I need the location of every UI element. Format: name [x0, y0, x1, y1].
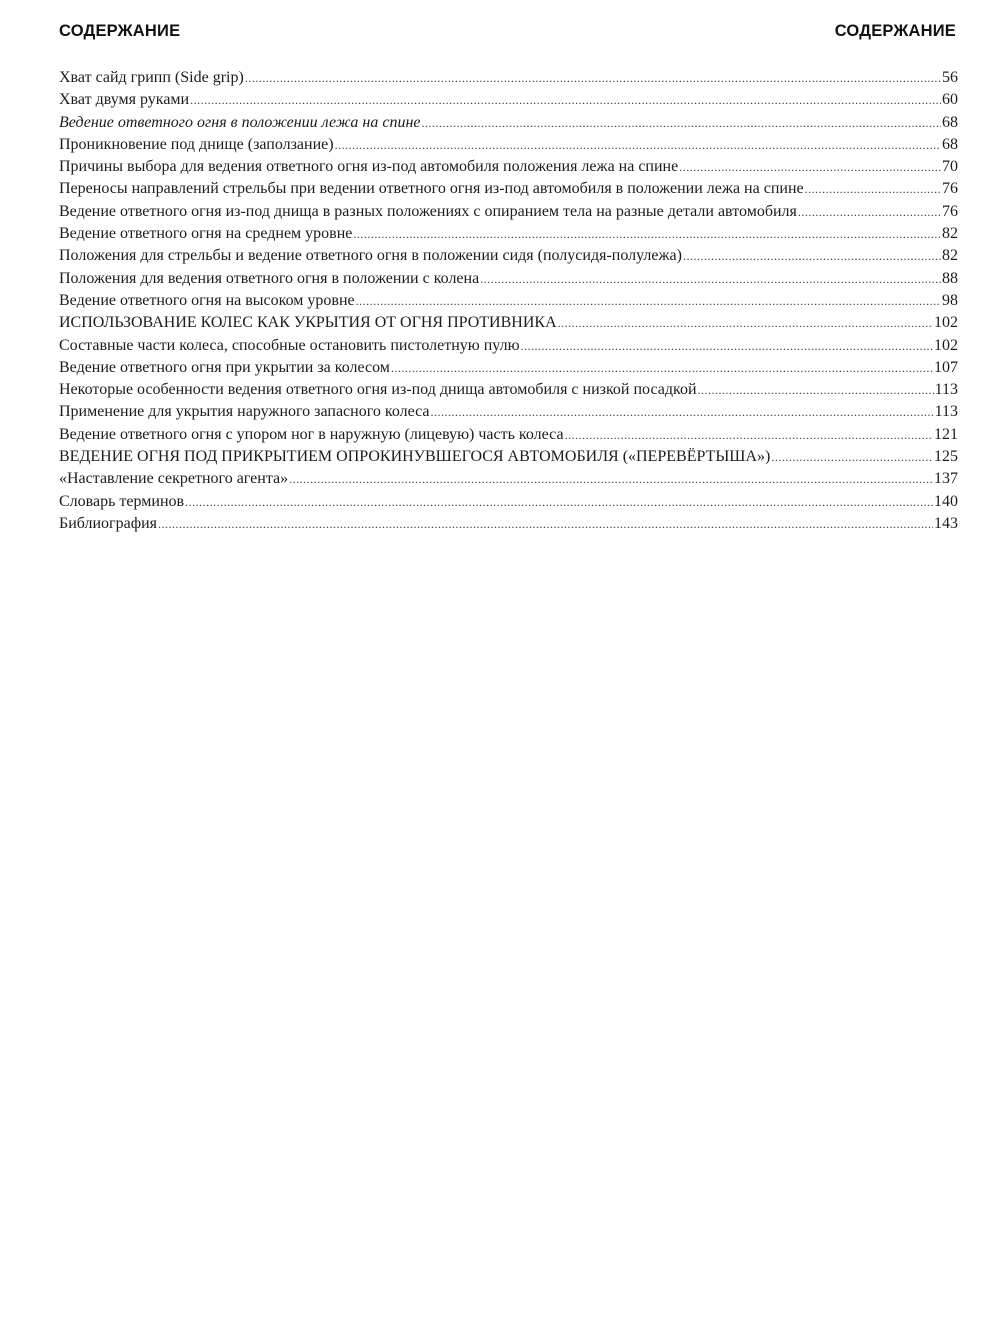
toc-entry[interactable]: [59, 357, 958, 379]
toc-dot-leader: [289, 468, 933, 490]
header-title-left: СОДЕРЖАНИЕ: [59, 22, 181, 40]
toc-dot-leader: [431, 401, 934, 423]
toc-entry-page: 140: [934, 492, 958, 510]
toc-entry-title: Словарь терминов: [59, 492, 185, 510]
toc-entry-page: 82: [942, 247, 958, 265]
toc-dot-leader: [245, 67, 941, 89]
toc-entry[interactable]: [59, 89, 958, 111]
toc-entry[interactable]: [59, 513, 958, 535]
toc-entry-title: Ведение ответного огня с упором ног в наружную (лицевую) часть колеса: [59, 425, 564, 443]
toc-dot-leader: [480, 268, 941, 290]
toc-entry-title: Некоторые особенности ведения ответного огня из-под днища автомобиля с низкой посадкой: [59, 381, 697, 399]
toc-entry[interactable]: [59, 156, 958, 178]
page-header: [59, 22, 956, 46]
toc-entry-page: 102: [934, 314, 958, 332]
toc-entry-page: 102: [934, 336, 958, 354]
toc-entry[interactable]: [59, 379, 958, 401]
toc-entry[interactable]: [59, 67, 958, 89]
toc-entry-page: 76: [942, 202, 958, 220]
toc-dot-leader: [422, 112, 941, 134]
toc-dot-leader: [353, 223, 941, 245]
toc-entry-page: 76: [942, 180, 958, 198]
toc-entry[interactable]: [59, 134, 958, 156]
toc-entry-title: ИСПОЛЬЗОВАНИЕ КОЛЕС КАК УКРЫТИЯ ОТ ОГНЯ ПРОТИВНИКА: [59, 314, 557, 332]
toc-dot-leader: [698, 379, 934, 401]
toc-entry-title: Ведение ответного огня на высоком уровне: [59, 291, 355, 309]
toc-entry-title: Применение для укрытия наружного запасного колеса: [59, 403, 430, 421]
toc-entry-title: Положения для стрельбы и ведение ответного огня в положении сидя (полусидя-полулежа): [59, 247, 682, 265]
toc-entry-page: 125: [934, 448, 958, 466]
toc-entry-title: Составные части колеса, способные остановить пистолетную пулю: [59, 336, 520, 354]
toc-dot-leader: [798, 201, 941, 223]
toc-entry-page: 113: [934, 403, 958, 421]
toc-dot-leader: [679, 156, 941, 178]
toc-entry-page: 121: [934, 425, 958, 443]
toc-entry-page: 56: [942, 69, 958, 86]
toc-entry-page: 137: [934, 470, 958, 488]
toc-entry[interactable]: [59, 491, 958, 513]
toc-dot-leader: [356, 290, 941, 312]
toc-entry-page: 98: [942, 291, 958, 309]
toc-dot-leader: [391, 357, 933, 379]
toc-entry[interactable]: [59, 312, 958, 334]
toc-dot-leader: [683, 245, 941, 267]
table-of-contents: [59, 67, 958, 535]
toc-entry[interactable]: [59, 223, 958, 245]
toc-entry-title: ВЕДЕНИЕ ОГНЯ ПОД ПРИКРЫТИЕМ ОПРОКИНУВШЕГОСЯ АВТОМОБИЛЯ («ПЕРЕВЁРТЫША»): [59, 448, 771, 466]
toc-entry[interactable]: [59, 424, 958, 446]
toc-entry-title: Хват двумя руками: [59, 91, 190, 109]
toc-dot-leader: [558, 312, 933, 334]
toc-entry[interactable]: [59, 268, 958, 290]
toc-dot-leader: [190, 89, 941, 111]
toc-dot-leader: [185, 491, 933, 513]
toc-entry[interactable]: [59, 290, 958, 312]
toc-entry[interactable]: [59, 201, 958, 223]
toc-entry-page: 70: [942, 158, 958, 176]
toc-entry-title: Библиография: [59, 514, 157, 532]
toc-entry-title: Ведение ответного огня на среднем уровне: [59, 225, 353, 243]
toc-entry-title: Положения для ведения ответного огня в положении с колена: [59, 269, 480, 287]
toc-entry-page: 68: [942, 113, 958, 131]
toc-entry[interactable]: [59, 245, 958, 267]
toc-dot-leader: [771, 446, 933, 468]
toc-dot-leader: [565, 424, 933, 446]
toc-entry-title: Проникновение под днище (заползание): [59, 135, 334, 153]
toc-entry-page: 68: [942, 135, 958, 153]
toc-entry-title: Причины выбора для ведения ответного огня из-под автомобиля положения лежа на спине: [59, 158, 679, 176]
toc-entry[interactable]: [59, 112, 958, 134]
toc-entry-page: 88: [942, 269, 958, 287]
toc-entry-page: 113: [934, 381, 958, 399]
toc-entry-title: Ведение ответного огня в положении лежа на спине: [59, 113, 421, 131]
toc-entry-title: Переносы направлений стрельбы при ведении ответного огня из-под автомобиля в положении лежа на спине: [59, 180, 804, 198]
toc-entry[interactable]: [59, 178, 958, 200]
toc-entry[interactable]: [59, 468, 958, 490]
toc-entry-page: 82: [942, 225, 958, 243]
toc-dot-leader: [335, 134, 941, 156]
toc-dot-leader: [158, 513, 933, 535]
toc-entry[interactable]: [59, 446, 958, 468]
toc-entry-page: 107: [934, 358, 958, 376]
toc-dot-leader: [521, 335, 933, 357]
toc-entry-page: 60: [942, 91, 958, 109]
toc-entry-title: Ведение ответного огня при укрытии за колесом: [59, 358, 390, 376]
header-title-right: СОДЕРЖАНИЕ: [834, 22, 956, 40]
toc-entry-title: «Наставление секретного агента»: [59, 470, 289, 488]
toc-entry-page: 143: [934, 514, 958, 532]
toc-entry-title: Ведение ответного огня из-под днища в разных положениях с опиранием тела на разные детали автомобиля: [59, 202, 797, 220]
toc-entry[interactable]: [59, 335, 958, 357]
toc-dot-leader: [805, 178, 941, 200]
toc-entry-title: Хват сайд грипп (Side grip): [59, 69, 244, 86]
toc-entry[interactable]: [59, 401, 958, 423]
